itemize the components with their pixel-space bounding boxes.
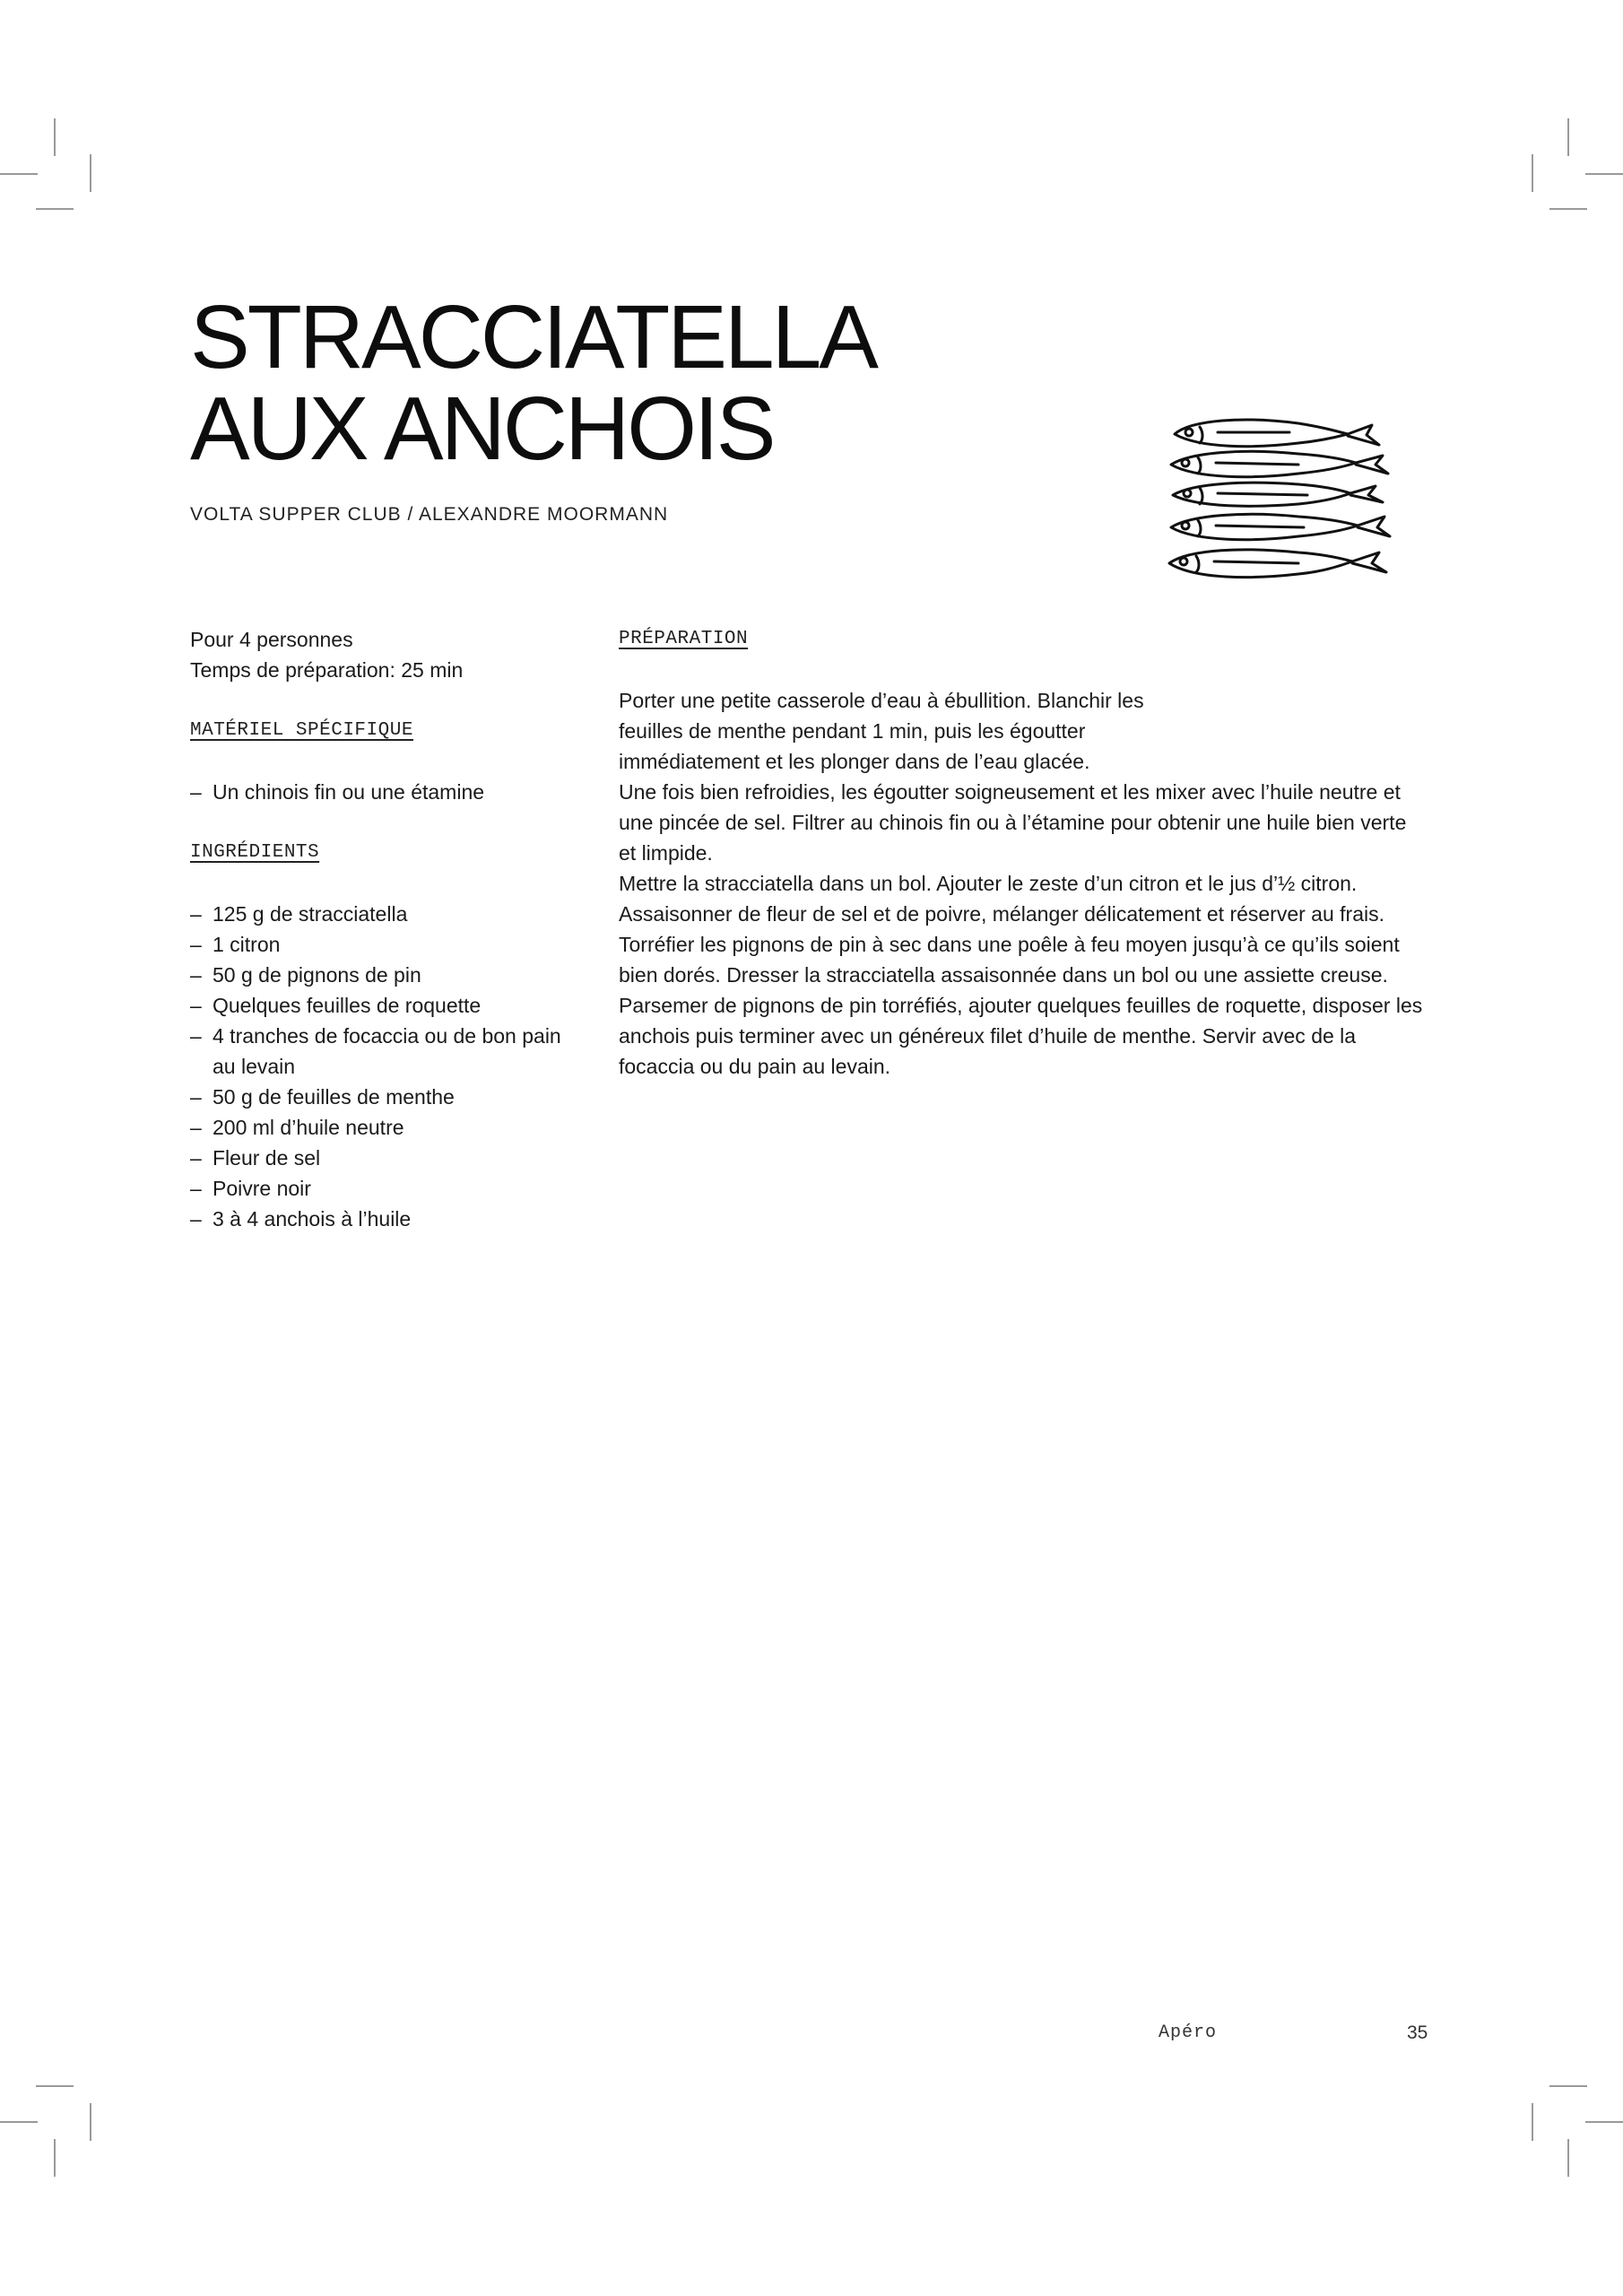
preparation-column <box>619 624 1453 1082</box>
fish-3 <box>1173 483 1383 506</box>
section-name: Apéro <box>1159 2022 1218 2043</box>
crop-mark <box>1532 154 1533 192</box>
recipe-byline: VOLTA SUPPER CLUB / ALEXANDRE MOORMANN <box>190 504 669 525</box>
preparation-heading: PRÉPARATION <box>619 629 749 649</box>
crop-mark <box>1549 2085 1587 2087</box>
servings: Pour 4 personnes <box>190 628 353 651</box>
page-number: 35 <box>1407 2022 1428 2043</box>
prep-time: Temps de préparation: 25 min <box>190 658 464 682</box>
recipe-title-line-2: AUX ANCHOIS <box>190 378 774 479</box>
crop-mark <box>0 173 38 175</box>
ingredients-heading: INGRÉDIENTS <box>190 842 320 863</box>
crop-mark <box>1585 173 1623 175</box>
recipe-title-line-1: STRACCIATELLA <box>190 287 876 387</box>
ingredient-item: – 1 citron <box>190 929 585 960</box>
ingredient-item: – Poivre noir <box>190 1173 585 1204</box>
crop-mark <box>36 208 74 210</box>
crop-mark <box>36 2085 74 2087</box>
crop-mark <box>0 2121 38 2123</box>
equipment-heading: MATÉRIEL SPÉCIFIQUE <box>190 720 413 741</box>
crop-mark <box>54 2139 56 2177</box>
crop-mark <box>90 2103 91 2141</box>
preparation-step: Porter une petite casserole d’eau à ébullition. Blanchir les feuilles de menthe pendant 1 min, puis les égoutter immédiatement et les plonger dans de l’eau glacée. <box>619 689 1144 773</box>
crop-mark <box>1585 2121 1623 2123</box>
ingredient-item: – 3 à 4 anchois à l’huile <box>190 1204 585 1234</box>
crop-mark <box>54 118 56 156</box>
crop-mark <box>1549 208 1587 210</box>
fish-1 <box>1175 420 1379 447</box>
preparation-step: Torréfier les pignons de pin à sec dans une poêle à feu moyen jusqu’à ce qu’ils soient bien dorés. Dresser la stracciatella assaisonnée dans un bol ou une assiette creuse. Parsemer de pignons de pin torréfiés, ajouter quelques feuilles de roquette, disposer les anchois puis terminer avec un généreux filet d’huile de menthe. Servir avec de la focaccia ou du pain au levain. <box>619 933 1423 1078</box>
recipe-info-column <box>190 624 585 1234</box>
crop-mark <box>90 154 91 192</box>
crop-mark <box>1567 2139 1569 2177</box>
ingredient-item: – Fleur de sel <box>190 1143 585 1173</box>
ingredient-item: – 50 g de pignons de pin <box>190 960 585 990</box>
ingredient-item: – 200 ml d’huile neutre <box>190 1112 585 1143</box>
ingredient-item: – 4 tranches de focaccia ou de bon pain au levain <box>190 1021 580 1082</box>
ingredient-item: – Quelques feuilles de roquette <box>190 990 585 1021</box>
crop-mark <box>1532 2103 1533 2141</box>
anchovies-illustration-icon <box>1164 405 1406 594</box>
fish-2 <box>1171 451 1388 476</box>
preparation-step: Une fois bien refroidies, les égoutter soigneusement et les mixer avec l’huile neutre et une pincée de sel. Filtrer au chinois fin ou à l’étamine pour obtenir une huile bien verte et limpide. <box>619 780 1407 865</box>
preparation-step: Mettre la stracciatella dans un bol. Ajouter le zeste d’un citron et le jus d’½ citron. Assaisonner de fleur de sel et de poivre, mélanger délicatement et réserver au frais. <box>619 872 1384 926</box>
equipment-list <box>190 777 585 807</box>
recipe-title <box>190 287 876 479</box>
fish-5 <box>1169 550 1386 578</box>
ingredients-list <box>190 899 585 1234</box>
equipment-item: – Un chinois fin ou une étamine <box>190 777 585 807</box>
crop-mark <box>1567 118 1569 156</box>
fish-4 <box>1171 514 1390 539</box>
ingredient-item: – 125 g de stracciatella <box>190 899 585 929</box>
ingredient-item: – 50 g de feuilles de menthe <box>190 1082 585 1112</box>
